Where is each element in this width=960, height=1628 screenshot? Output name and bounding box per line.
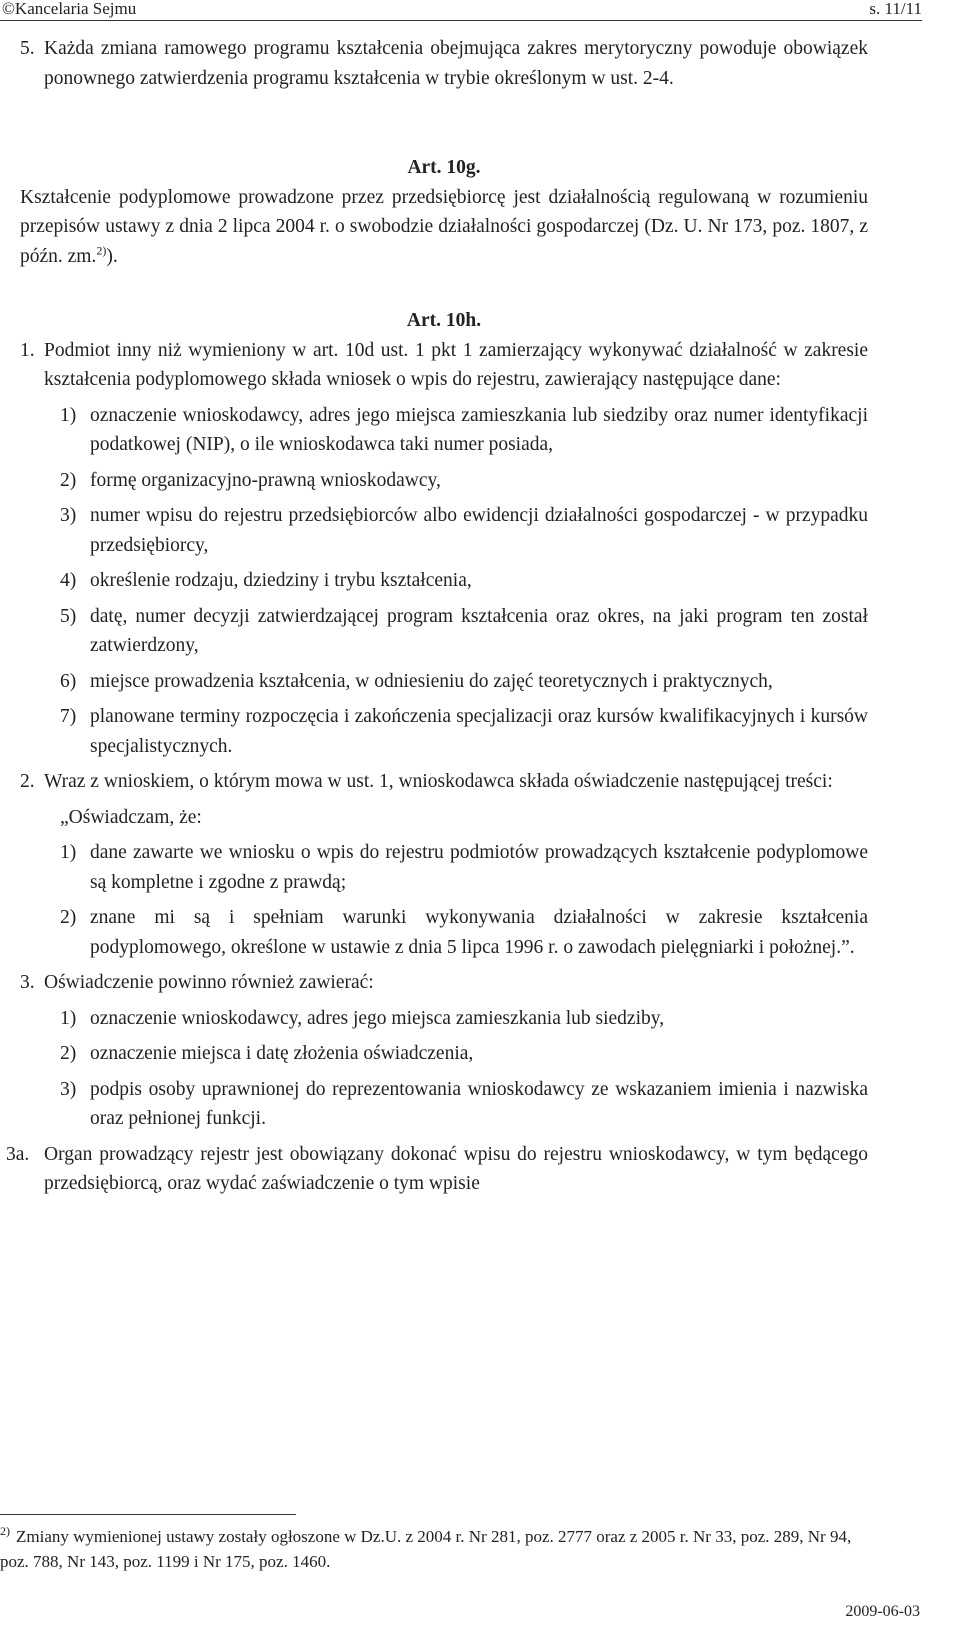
list-item-number: 5) <box>60 605 77 627</box>
paragraph-3-list <box>20 1004 868 1134</box>
list-item-number: 2) <box>60 907 77 928</box>
paragraph-1 <box>20 336 868 395</box>
document-date: 2009-06-03 <box>845 1603 920 1620</box>
footnote-mark: 2) <box>0 1524 10 1539</box>
paragraph-text: Podmiot inny niż wymieniony w art. 10d ust. 1 pkt 1 zamierzający wykonywać działalność w zakresie kształcenia podyplomowego składa wniosek o wpis do rejestru, zawierający następujące dane: <box>44 339 868 390</box>
paragraph-text: Wraz z wnioskiem, o którym mowa w ust. 1, wnioskodawca składa oświadczenie następującej treści: <box>44 771 833 792</box>
list-item-text: numer wpisu do rejestru przedsiębiorców albo ewidencji działalności gospodarczej - w przypadku przedsiębiorcy, <box>90 505 868 556</box>
list-item-number: 2) <box>60 1043 77 1064</box>
header-page-number: s. 11/11 <box>869 0 922 18</box>
list-item-text: miejsce prowadzenia kształcenia, w odniesieniu do zajęć teoretycznych i praktycznych, <box>90 670 773 692</box>
list-item-text: planowane terminy rozpoczęcia i zakończenia specjalizacji oraz kursów kwalifikacyjnych i kursów specjalistycznych. <box>90 706 868 757</box>
paragraph-text: Każda zmiana ramowego programu kształcenia obejmująca zakres merytoryczny powoduje obowiązek ponownego zatwierdzenia programu kształcenia w trybie określonym w ust. 2-4. <box>44 38 868 89</box>
list-item-number: 1) <box>60 404 77 426</box>
list-item <box>20 566 868 596</box>
paragraph-2 <box>20 767 868 797</box>
footnote-text: Zmiany wymienionej ustawy zostały ogłoszone w Dz.U. z 2004 r. Nr 281, poz. 2777 oraz z 2005 r. Nr 33, poz. 289, Nr 94, poz. 788, Nr 143, poz. 1199 i Nr 175, poz. 1460. <box>0 1527 852 1571</box>
list-item <box>20 838 868 897</box>
paragraph-3a <box>6 1140 868 1199</box>
list-item-text: oznaczenie miejsca i datę złożenia oświadczenia, <box>90 1043 474 1064</box>
list-item <box>20 1075 868 1134</box>
list-item <box>20 1039 868 1069</box>
list-item-text: dane zawarte we wniosku o wpis do rejestru podmiotów prowadzących kształcenie podyplomowe są kompletne i zgodne z prawdą; <box>90 842 868 893</box>
list-item-text: formę organizacyjno-prawną wnioskodawcy, <box>90 469 441 491</box>
list-item-number: 3) <box>60 1078 77 1100</box>
list-item <box>20 501 868 560</box>
list-item-text: oznaczenie wnioskodawcy, adres jego miejsca zamieszkania lub siedziby, <box>90 1007 665 1029</box>
paragraph-1-list <box>20 401 868 762</box>
paragraph-text: Organ prowadzący rejestr jest obowiązany dokonać wpisu do rejestru wnioskodawcy, w tym będącego przedsiębiorcą, oraz wydać zaświadczenie o tym wpisie <box>44 1143 868 1194</box>
paragraph-text: Oświadczenie powinno również zawierać: <box>44 972 374 993</box>
list-item-text: datę, numer decyzji zatwierdzającej program kształcenia oraz okres, na jaki program ten został zatwierdzony, <box>90 605 868 656</box>
paragraph-number: 3a. <box>6 1143 30 1165</box>
list-item-text: podpis osoby uprawnionej do reprezentowania wnioskodawcy ze wskazaniem imienia i nazwiska oraz pełnionej funkcji. <box>90 1078 868 1129</box>
article-10g-body: Kształcenie podyplomowe prowadzone przez przedsiębiorcę jest działalnością regulowaną w rozumieniu przepisów ustawy z dnia 2 lipca 2004 r. o swobodzie działalności gospodarczej (Dz. U. Nr 173, poz. 1807, z późn. zm. <box>20 186 868 267</box>
article-10g-end: ). <box>106 245 118 267</box>
list-item <box>20 903 868 962</box>
list-item-number: 6) <box>60 670 77 692</box>
list-item-text: określenie rodzaju, dziedziny i trybu kształcenia, <box>90 570 472 591</box>
declaration-opening: „Oświadczam, że: <box>60 806 202 828</box>
paragraph-number: 1. <box>20 339 35 361</box>
paragraph-number: 5. <box>20 38 35 59</box>
list-item <box>20 602 868 661</box>
list-item-text: znane mi są i spełniam warunki wykonywania działalności w zakresie kształcenia podyplomowego, określone w ustawie z dnia 5 lipca 1996 r. o zawodach pielęgniarki i położnej.”. <box>90 907 868 958</box>
header-source: ©Kancelaria Sejmu <box>2 0 137 18</box>
list-item-number: 3) <box>60 505 77 526</box>
list-item-text: oznaczenie wnioskodawcy, adres jego miejsca zamieszkania lub siedziby oraz numer identyfikacji podatkowej (NIP), o ile wnioskodawca taki numer posiada, <box>90 404 868 455</box>
list-item <box>20 667 868 697</box>
footnote-divider <box>0 1514 296 1515</box>
list-item-number: 1) <box>60 1007 77 1029</box>
list-item <box>20 401 868 460</box>
paragraph-number: 3. <box>20 972 35 993</box>
list-item-number: 7) <box>60 706 77 727</box>
list-item-number: 2) <box>60 469 77 491</box>
list-item <box>20 1004 868 1034</box>
list-item-number: 4) <box>60 570 77 591</box>
header-divider <box>0 20 922 21</box>
footnote-reference: 2) <box>96 243 107 257</box>
list-item <box>20 466 868 496</box>
article-10g-text <box>20 183 868 272</box>
paragraph-5 <box>20 34 868 93</box>
list-item <box>20 702 868 761</box>
paragraph-number: 2. <box>20 771 35 792</box>
footnote <box>0 1524 860 1574</box>
article-10g-title: Art. 10g. <box>407 157 481 178</box>
article-10h-title: Art. 10h. <box>406 310 482 331</box>
list-item-number: 1) <box>60 842 77 863</box>
paragraph-2-list <box>20 838 868 962</box>
paragraph-3 <box>20 968 868 998</box>
document-body <box>6 34 868 1199</box>
